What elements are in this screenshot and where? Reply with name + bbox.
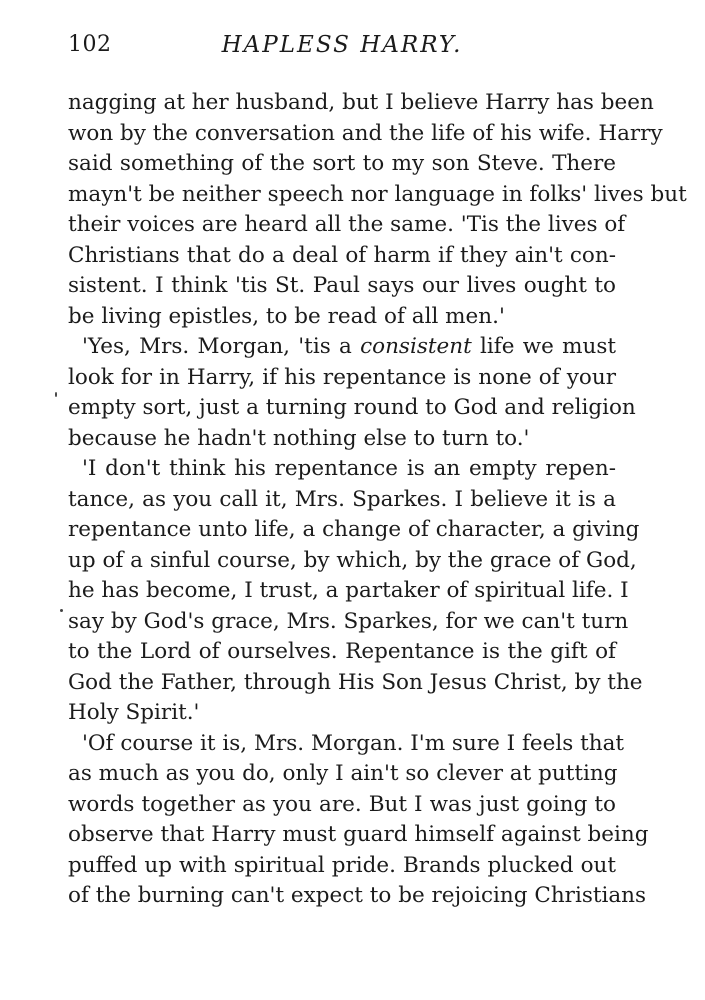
text-line: to the Lord of ourselves. Repentance is the gift of: [68, 639, 616, 664]
text-line: 'I don't think his repentance is an empty repen-: [82, 456, 616, 481]
text-line: observe that Harry must guard himself against being: [68, 822, 649, 847]
text-line: 'Yes, Mrs. Morgan, 'tis a consistent life we must: [82, 334, 616, 359]
text-line: mayn't be neither speech nor language in folks' lives but: [68, 181, 687, 207]
text-line: said something of the sort to my son Steve. There: [68, 151, 616, 176]
emphasized-word: consistent: [360, 334, 472, 359]
text-line: words together as you are. But I was just going to: [68, 791, 616, 817]
text-line: of the burning can't expect to be rejoicing Christians: [68, 883, 647, 908]
text-line: their voices are heard all the same. 'Tis the lives of: [68, 212, 626, 237]
text-line: because he hadn't nothing else to turn to.': [68, 425, 530, 451]
text-line: puffed up with spiritual pride. Brands plucked out: [68, 852, 616, 878]
text-line: sistent. I think 'tis St. Paul says our lives ought to: [68, 273, 616, 298]
print-speck: [60, 609, 63, 612]
text-line: Christians that do a deal of harm if they ain't con-: [68, 242, 616, 268]
text-line: look for in Harry, if his repentance is none of your: [68, 364, 616, 390]
text-line: say by God's grace, Mrs. Sparkes, for we can't turn: [68, 608, 629, 634]
text-line: 'Of course it is, Mrs. Morgan. I'm sure I feels that: [82, 730, 625, 756]
running-head: HAPLESS HARRY.: [221, 32, 463, 58]
text-line: tance, as you call it, Mrs. Sparkes. I believe it is a: [68, 486, 616, 512]
page-body: [68, 88, 687, 912]
text-line: he has become, I trust, a partaker of spiritual life. I: [68, 578, 629, 603]
text-line: up of a sinful course, by which, by the grace of God,: [68, 547, 637, 573]
text-line: Holy Spirit.': [68, 700, 200, 725]
page-header: [68, 30, 616, 62]
page-number: 102: [68, 32, 112, 57]
text-line: empty sort, just a turning round to God and religion: [68, 395, 636, 420]
text-line: repentance unto life, a change of character, a giving: [68, 517, 640, 542]
print-speck: [55, 392, 57, 397]
text-line: nagging at her husband, but I believe Harry has been: [68, 90, 654, 115]
text-line: be living epistles, to be read of all men.': [68, 303, 505, 329]
text-line: as much as you do, only I ain't so clever at putting: [68, 761, 618, 786]
text-line: God the Father, through His Son Jesus Christ, by the: [68, 669, 643, 695]
text-line: won by the conversation and the life of his wife. Harry: [68, 120, 663, 146]
